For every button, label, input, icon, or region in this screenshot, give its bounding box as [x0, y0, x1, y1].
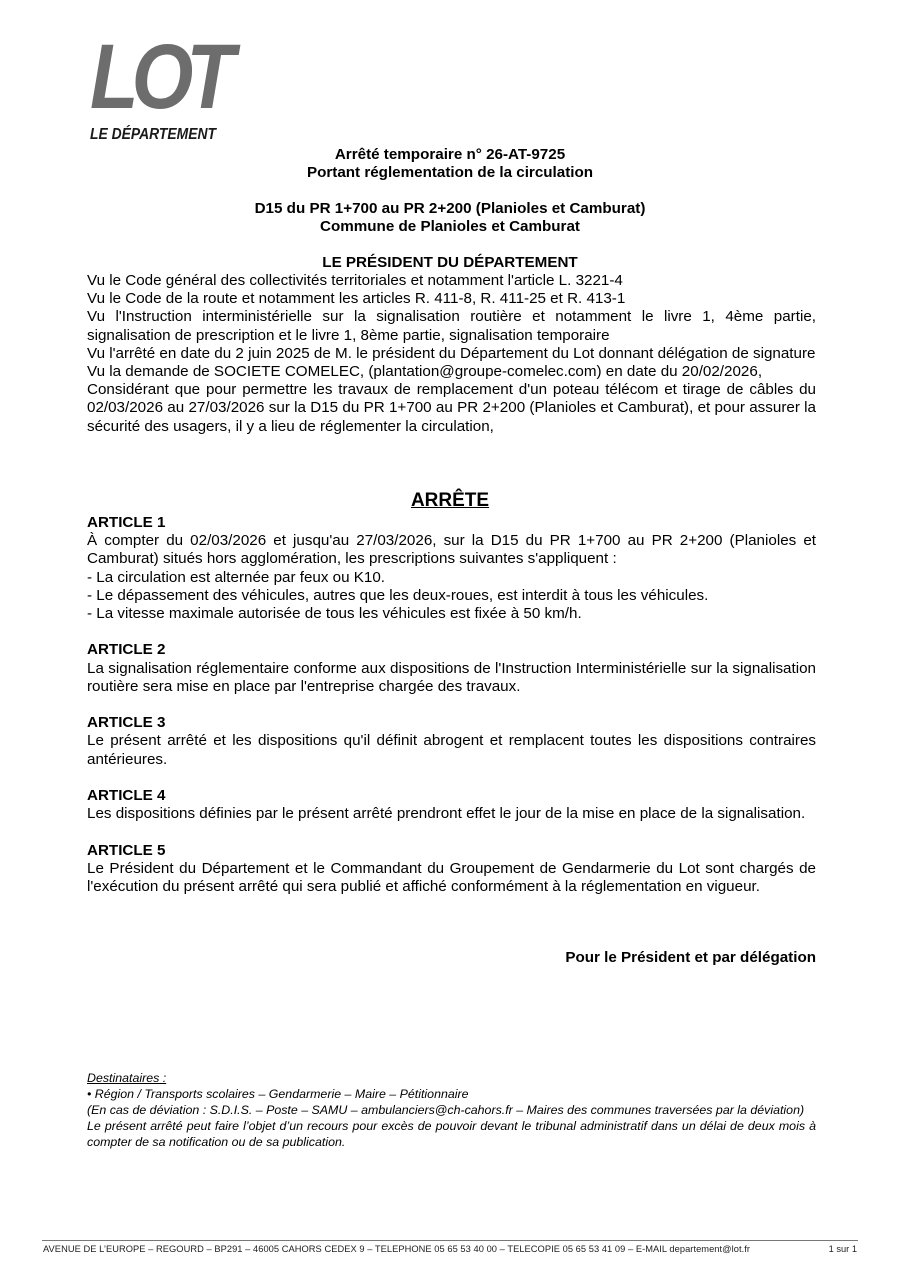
footer-divider: [42, 1240, 858, 1241]
article-4: [87, 787, 816, 823]
article-text: Le présent arrêté et les dispositions qu'il définit abrogent et remplacent toutes les dispositions contraires antérieures.: [87, 732, 816, 768]
arrete-heading: ARRÊTE: [410, 490, 490, 511]
considerations-block: [87, 272, 816, 436]
article-text: La signalisation réglementaire conforme aux dispositions de l'Instruction Interministérielle sur la signalisation routière sera mise en place par l'entreprise chargée des travaux.: [87, 659, 816, 695]
consideration: Considérant que pour permettre les travaux de remplacement d'un poteau télécom et tirage de câbles du 02/03/2026 au 27/03/2026 sur la D15 du PR 1+700 au PR 2+200 (Planioles et Camburat), et pour assurer la sécurité des usagers, il y a lieu de réglementer la circulation,: [87, 381, 816, 435]
article-text: - La circulation est alternée par feux ou K10.: [87, 568, 386, 586]
article-2: [87, 641, 816, 696]
decree-number: Arrêté temporaire n° 26-AT-9725: [334, 146, 566, 163]
article-title: ARTICLE 4: [87, 787, 166, 804]
consideration: Vu le Code de la route et notamment les articles R. 411-8, R. 411-25 et R. 413-1: [87, 290, 626, 308]
articles-block: [87, 514, 816, 914]
page-number: 1 sur 1: [828, 1244, 857, 1254]
road-section: D15 du PR 1+700 au PR 2+200 (Planioles et Camburat): [254, 200, 646, 217]
article-5: [87, 842, 816, 897]
consideration: Vu l'arrêté en date du 2 juin 2025 de M. le président du Département du Lot donnant délégation de signature: [87, 344, 816, 362]
department-logo: [88, 22, 241, 144]
article-title: ARTICLE 5: [87, 841, 166, 859]
article-text: - Le dépassement des véhicules, autres que les deux-roues, est interdit à tous les véhicules.: [87, 586, 709, 604]
article-text: - La vitesse maximale autorisée de tous les véhicules est fixée à 50 km/h.: [87, 605, 582, 623]
recourse-note: Le présent arrêté peut faire l’objet d’un recours pour excès de pouvoir devant le tribunal administratif dans un délai de deux mois à compter de sa notification ou de sa publication.: [87, 1118, 816, 1149]
article-title: ARTICLE 2: [87, 641, 166, 659]
consideration: Vu l'Instruction interministérielle sur la signalisation routière et notamment le livre 1, 4ème partie, signalisation de prescription et le livre 1, 8ème partie, signalisation temporaire: [87, 308, 816, 344]
article-3: [87, 714, 816, 769]
recipients-label: Destinataires :: [87, 1071, 167, 1085]
logo-subtitle: LE DÉPARTEMENT: [90, 126, 236, 143]
signature-line: Pour le Président et par délégation: [565, 949, 816, 966]
decree-title: [0, 146, 900, 182]
footer-address: AVENUE DE L’EUROPE – REGOURD – BP291 – 46005 CAHORS CEDEX 9 – TELEPHONE 05 65 53 40 00 – TELECOPIE 05 65 53 41 09 – E-MAIL departement@lot.fr: [43, 1244, 751, 1254]
lot-logo-graphic: [88, 22, 241, 144]
consideration: Vu la demande de SOCIETE COMELEC, (plantation@groupe-comelec.com) en date du 20/02/2026,: [87, 363, 763, 381]
article-text: À compter du 02/03/2026 et jusqu'au 27/03/2026, sur la D15 du PR 1+700 au PR 2+200 (Planioles et Camburat) situés hors agglomération, les prescriptions suivantes s'appliquent :: [87, 532, 816, 568]
logo-word: LOT: [90, 26, 241, 128]
decree-subject: Portant réglementation de la circulation: [306, 164, 594, 181]
authority-title: LE PRÉSIDENT DU DÉPARTEMENT: [322, 254, 578, 271]
article-text: Le Président du Département et le Commandant du Groupement de Gendarmerie du Lot sont chargés de l'exécution du présent arrêté qui sera publié et affiché conformément à la réglementation en vigueur.: [87, 859, 816, 895]
consideration: Vu le Code général des collectivités territoriales et notamment l'article L. 3221-4: [87, 272, 623, 289]
commune-name: Commune de Planioles et Camburat: [320, 218, 580, 235]
recipients-list: • Région / Transports scolaires – Gendarmerie – Maire – Pétitionnaire: [87, 1086, 469, 1101]
deviation-note: (En cas de déviation : S.D.I.S. – Poste – SAMU – ambulanciers@ch-cahors.fr – Maires des communes traversées par la déviation): [87, 1102, 805, 1117]
article-title: ARTICLE 3: [87, 714, 166, 732]
article-1: [87, 514, 816, 623]
article-text: Les dispositions définies par le présent arrêté prendront effet le jour de la mise en place de la signalisation.: [87, 805, 806, 823]
article-title: ARTICLE 1: [87, 514, 166, 531]
recipients-footnote: [87, 1071, 816, 1151]
road-section-title: [0, 200, 900, 236]
